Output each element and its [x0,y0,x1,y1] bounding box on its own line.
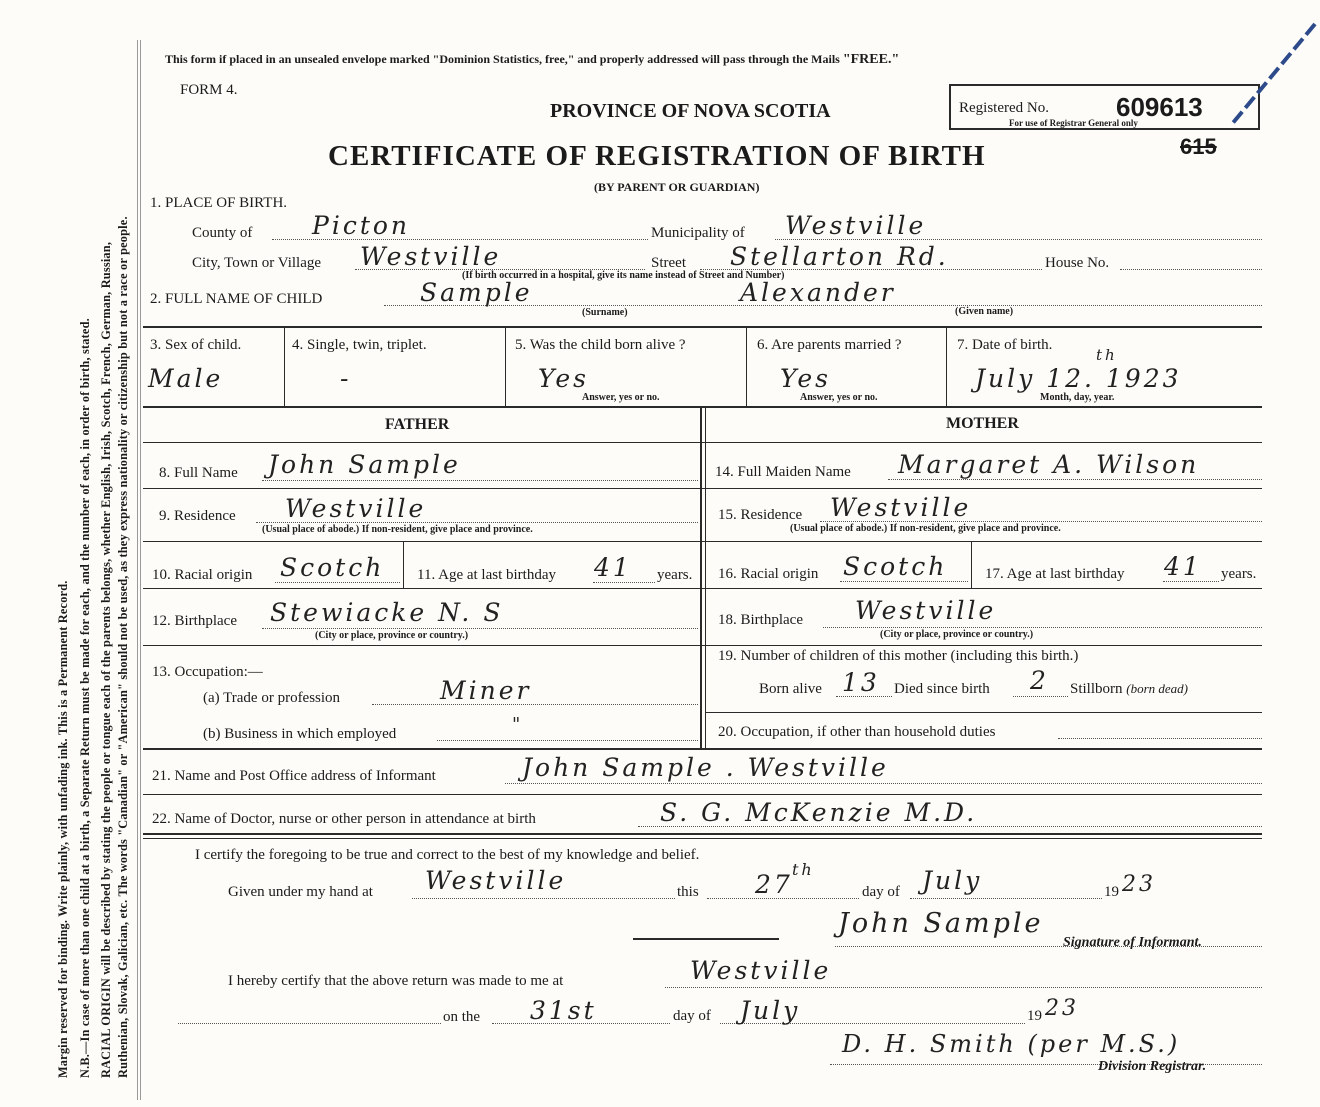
given-place: Westville [425,866,567,895]
father-residence-caption: (Usual place of abode.) If non-resident, give place and province. [262,524,533,535]
on-the-label: on the [443,1009,481,1025]
father-birthplace-value: Stewiacke N. S [270,598,504,627]
father-birthplace-caption: (City or place, province or country.) [315,630,469,641]
month-value-2: July [740,996,801,1025]
hospital-note: (If birth occurred in a hospital, give its name instead of Street and Number) [462,270,785,281]
parents-married-label: 6. Are parents married ? [757,337,902,353]
date-of-birth-caption: Month, day, year. [1040,392,1115,403]
child-surname: Sample [420,278,533,307]
this-label: this [677,884,699,900]
mother-residence-label: 15. Residence [718,507,803,523]
father-age-value: 41 [594,553,632,582]
died-since-birth-value: 2 [1030,666,1049,695]
registrar-signature: D. H. Smith (per M.S.) [842,1030,1181,1058]
return-label: I hereby certify that the above return was made to me at [228,973,564,989]
this-day: 27 [755,870,793,899]
child-name-label: 2. FULL NAME OF CHILD [150,291,323,307]
born-alive-count-label: Born alive [759,681,822,697]
on-the-value: 31st [530,996,597,1025]
year-prefix: 19 [1104,884,1119,900]
doctor-value: S. G. McKenzie M.D. [660,798,978,827]
doctor-label: 22. Name of Doctor, nurse or other person in attendance at birth [152,811,536,827]
father-residence-value: Westville [285,494,427,523]
street-value: Stellarton Rd. [730,242,949,271]
binding-rule-2 [140,40,141,1100]
registrar-caption: Division Registrar. [1098,1059,1207,1074]
informant-value: John Sample . Westville [522,753,889,782]
mother-residence-caption: (Usual place of abode.) If non-resident, give place and province. [790,523,1061,534]
year-prefix-2: 19 [1027,1008,1042,1024]
margin-note-4: Ruthenian, Slovak, Galician, etc. The words "Canadian" or "American" should not be used, as they express nationality or citizenship but not a race or people. [116,216,130,1078]
registrar-note: For use of Registrar General only [1009,118,1138,128]
return-place: Westville [690,956,832,985]
binding-margin [0,0,140,1107]
mother-birthplace-value: Westville [855,596,997,625]
father-birthplace-label: 12. Birthplace [152,613,237,629]
trade-value: Miner [440,676,532,705]
binding-rule [137,40,138,1100]
form-number: FORM 4. [180,82,238,98]
mother-age-years: years. [1221,566,1257,582]
mother-heading: MOTHER [946,415,1019,432]
father-racial-label: 10. Racial origin [152,567,253,583]
certificate-title: CERTIFICATE OF REGISTRATION OF BIRTH [328,140,986,172]
sex-label: 3. Sex of child. [150,337,242,353]
day-of-label-2: day of [673,1008,711,1024]
date-of-birth-ordinal: th [1096,346,1118,364]
born-alive-label: 5. Was the child born alive ? [515,337,686,353]
father-occupation-label: 13. Occupation:— [152,664,263,680]
mother-racial-value: Scotch [843,552,948,581]
informant-signature-caption: Signature of Informant. [1063,935,1202,950]
father-name-label: 8. Full Name [159,465,238,481]
mother-residence-value: Westville [830,493,972,522]
died-since-birth-label: Died since birth [894,681,990,697]
given-under-label: Given under my hand at [228,884,373,900]
father-age-label: 11. Age at last birthday [417,567,556,583]
registered-number: 609613 [1116,92,1203,122]
given-name-caption: (Given name) [955,306,1014,317]
margin-note-3: RACIAL ORIGIN will be described by stating the people or tongue each of the parents belongs, whether English, Irish, Scotch, French, German, Russian, [99,241,113,1078]
plurality-label: 4. Single, twin, triplet. [292,337,427,353]
certificate-subtitle: (BY PARENT OR GUARDIAN) [594,180,760,194]
business-label: (b) Business in which employed [203,726,397,742]
county-value: Picton [312,211,411,240]
mother-birthplace-label: 18. Birthplace [718,612,803,628]
children-count-label: 19. Number of children of this mother (including this birth.) [718,648,1079,664]
day-of-label: day of [862,884,900,900]
parents-married-caption: Answer, yes or no. [800,392,878,403]
date-of-birth-value: July 12. 1923 [975,364,1182,393]
mother-name-value: Margaret A. Wilson [898,450,1200,479]
parents-married-value: Yes [780,364,831,393]
county-label: County of [192,225,253,241]
trade-label: (a) Trade or profession [203,690,341,706]
city-label: City, Town or Village [192,255,322,271]
mother-occupation-label: 20. Occupation, if other than household duties [718,724,996,740]
house-number-label: House No. [1045,255,1110,271]
year-value-2: 23 [1045,996,1079,1021]
informant-signature: John Sample [838,908,1044,939]
born-alive-value: Yes [538,364,589,393]
registered-label: Registered No. [959,100,1049,116]
margin-note-1: Margin reserved for binding. Write plainly, with unfading ink. This is a Permanent Record. [56,580,70,1078]
municipality-label: Municipality of [651,225,745,241]
sex-value: Male [148,364,224,393]
date-of-birth-label: 7. Date of birth. [957,337,1053,353]
struck-number: 615 [1180,134,1217,159]
business-value: " [512,714,524,735]
child-given-name: Alexander [740,278,896,307]
mother-name-label: 14. Full Maiden Name [715,464,851,480]
city-value: Westville [360,242,502,271]
mail-notice: This form if placed in an unsealed envelope marked "Dominion Statistics, free," and properly addressed will pass through the Mails "FREE." [165,52,900,67]
place-of-birth-heading: 1. PLACE OF BIRTH. [150,195,288,211]
born-alive-caption: Answer, yes or no. [582,392,660,403]
mother-birthplace-caption: (City or place, province or country.) [880,629,1034,640]
mother-racial-label: 16. Racial origin [718,566,819,582]
street-label: Street [651,255,686,271]
this-day-ordinal: th [792,860,815,879]
born-alive-count: 13 [842,668,880,697]
father-name-value: John Sample [268,450,461,479]
province-title: PROVINCE OF NOVA SCOTIA [550,100,831,122]
margin-note-2: N.B.—In case of more than one child at a birth, a Separate Return must be made for each, and the number of each, in order of birth, stated. [78,318,92,1078]
mother-age-value: 41 [1164,552,1202,581]
surname-caption: (Surname) [582,307,628,318]
informant-label: 21. Name and Post Office address of Informant [152,768,436,784]
year-value: 23 [1122,872,1156,897]
father-age-years: years. [657,567,693,583]
father-racial-value: Scotch [280,553,385,582]
municipality-value: Westville [785,211,927,240]
certify-statement: I certify the foregoing to be true and correct to the best of my knowledge and belief. [195,847,700,863]
ink-stroke [1190,20,1320,130]
father-residence-label: 9. Residence [159,508,236,524]
mother-age-label: 17. Age at last birthday [985,566,1125,582]
stillborn-label: Stillborn (born dead) [1070,681,1189,697]
father-heading: FATHER [385,416,450,433]
month-value: July [922,866,983,895]
plurality-value: - [340,364,352,393]
